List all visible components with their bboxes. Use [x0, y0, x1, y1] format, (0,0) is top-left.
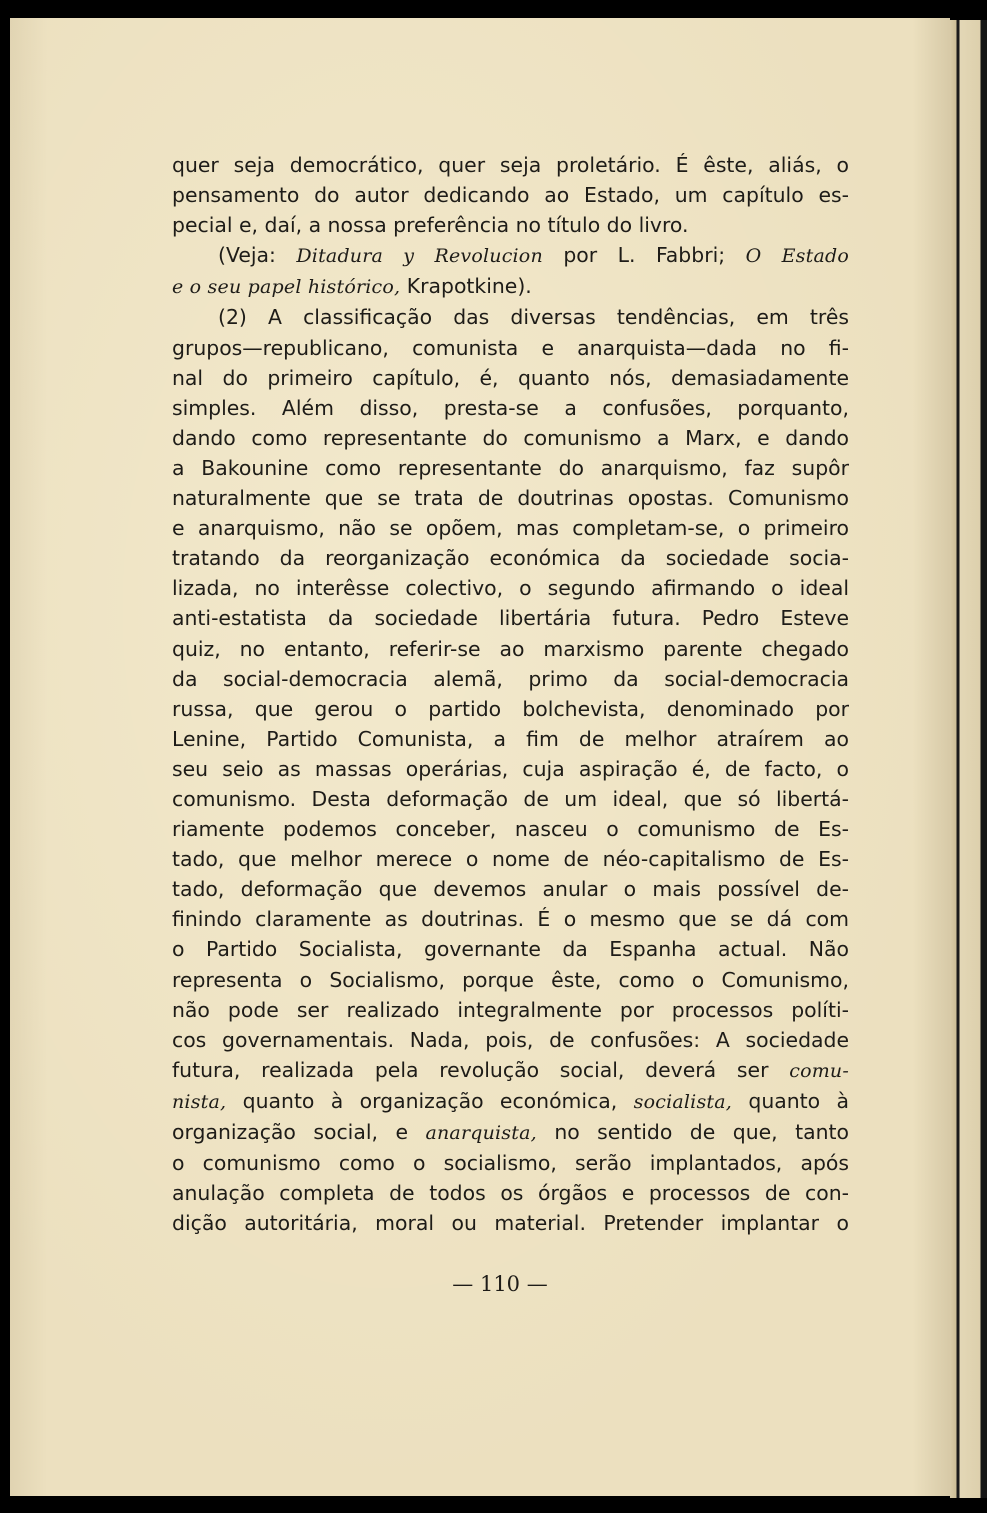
text-line: simples. Além disso, presta-se a confusões, porquanto, — [172, 395, 849, 420]
text-span: futura, realizada pela revolução social, deverá ser — [172, 1057, 790, 1082]
text-line: tratando da reorganização económica da sociedade socia- — [172, 546, 849, 571]
citation-line — [172, 271, 849, 302]
text-line: Lenine, Partido Comunista, a fim de melhor atraírem ao — [172, 726, 849, 751]
text-line: anti-estatista da sociedade libertária futura. Pedro Esteve — [172, 606, 849, 631]
text-line — [172, 1055, 849, 1086]
emphasis-text: comu- — [789, 1059, 849, 1082]
text-span: quanto à organização económica, — [226, 1088, 634, 1113]
text-line: da social-democracia alemã, primo da social-democracia — [172, 666, 849, 691]
text-span: organização social, e — [172, 1120, 426, 1144]
page-number: — 110 — — [452, 1272, 548, 1296]
citation-line — [172, 240, 849, 271]
text-line: nal do primeiro capítulo, é, quanto nós, demasiadamente — [172, 365, 849, 390]
text-span: quanto à — [732, 1088, 849, 1113]
text-line: riamente podemos conceber, nasceu o comunismo de Es- — [172, 817, 849, 842]
text-line: grupos—republicano, comunista e anarquista—dada no fi- — [172, 335, 849, 360]
text-line: russa, que gerou o partido bolchevista, denominado por — [172, 696, 849, 721]
text-line: dição autoritária, moral ou material. Pretender implantar o — [172, 1211, 849, 1236]
text-line: pecial e, daí, a nossa preferência no título do livro. — [172, 213, 689, 238]
text-line: representa o Socialismo, porque êste, como o Comunismo, — [172, 967, 849, 992]
text-line: o comunismo como o socialismo, serão implantados, após — [172, 1151, 849, 1176]
text-span: no sentido de que, tanto — [536, 1120, 849, 1144]
text-line: finindo claramente as doutrinas. É o mesmo que se dá com — [172, 907, 849, 932]
emphasis-text: anarquista, — [425, 1122, 537, 1144]
text-line: tado, que melhor merece o nome de néo-capitalismo de Es- — [172, 847, 849, 872]
text-line — [172, 1086, 849, 1117]
citation-author: Krapotkine). — [400, 274, 532, 299]
body-text — [172, 150, 849, 1238]
text-line: pensamento do autor dedicando ao Estado, um capítulo es- — [172, 183, 849, 208]
text-line: dando como representante do comunismo a Marx, e dando — [172, 425, 849, 450]
citation-author: por L. Fabbri; — [542, 243, 746, 268]
emphasis-text: nista, — [172, 1090, 227, 1113]
text-line: lizada, no interêsse colectivo, o segundo afirmando o ideal — [172, 576, 849, 601]
text-line: e anarquismo, não se opõem, mas completam-se, o primeiro — [172, 516, 849, 541]
text-line: anulação completa de todos os órgãos e processos de con- — [172, 1181, 849, 1206]
text-line: não pode ser realizado integralmente por processos políti- — [172, 997, 849, 1022]
page-edge — [950, 20, 987, 1498]
citation-title: Ditadura y Revolucion — [296, 245, 543, 268]
text-line: (2) A classificação das diversas tendências, em três — [218, 305, 849, 330]
text-line: quiz, no entanto, referir-se ao marxismo parente chegado — [172, 636, 849, 661]
text-line: quer seja democrático, quer seja proletário. É êste, aliás, o — [172, 153, 849, 177]
text-line: naturalmente que se trata de doutrinas opostas. Comunismo — [172, 486, 849, 511]
text-line — [172, 1117, 849, 1148]
text-line: cos governamentais. Nada, pois, de confusões: A sociedade — [172, 1027, 849, 1052]
text-line: a Bakounine como representante do anarquismo, faz supôr — [172, 455, 849, 480]
text-line: o Partido Socialista, governante da Espanha actual. Não — [172, 937, 849, 962]
citation-title: O Estado — [745, 245, 849, 268]
emphasis-text: socialista, — [633, 1090, 732, 1113]
citation-title: e o seu papel histórico, — [172, 276, 401, 299]
text-line: comunismo. Desta deformação de um ideal, que só libertá- — [172, 786, 849, 811]
citation-prefix: (Veja: — [218, 243, 297, 268]
text-line: tado, deformação que devemos anular o mais possível de- — [172, 877, 849, 902]
text-line: seu seio as massas operárias, cuja aspiração é, de facto, o — [172, 756, 849, 781]
